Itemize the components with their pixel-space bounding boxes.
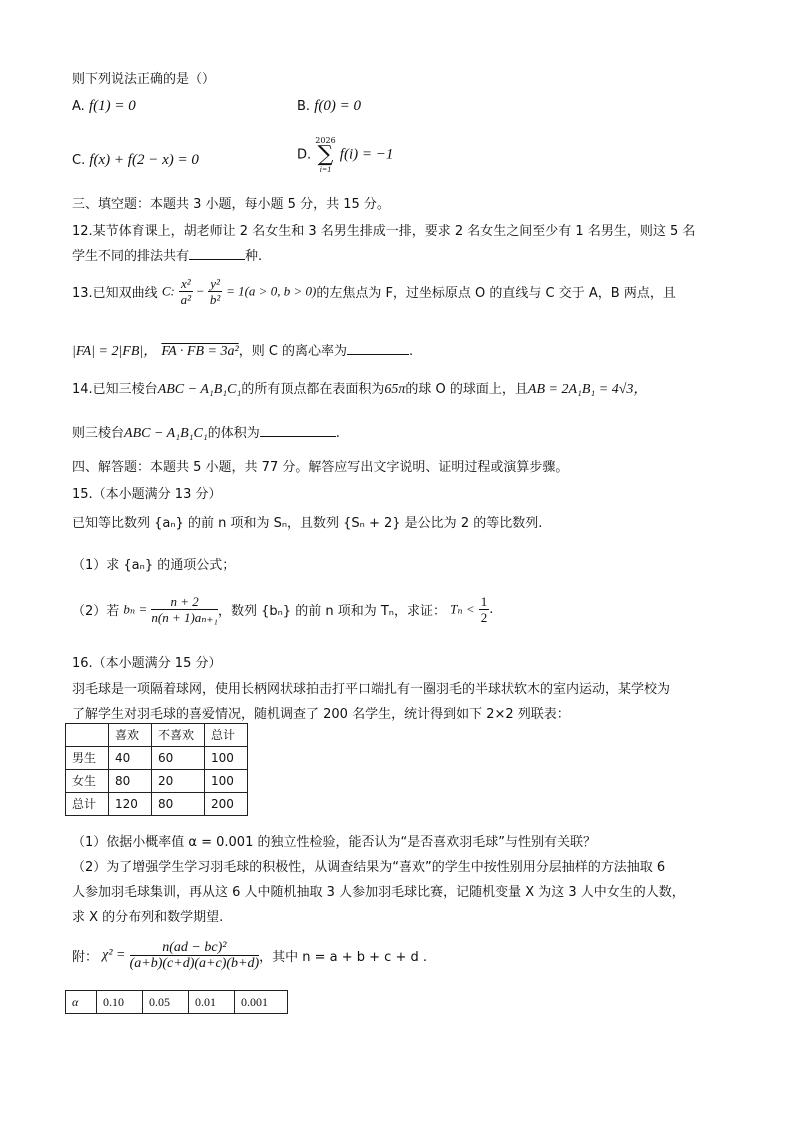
vector-dot-product: FA · FB = 3a² bbox=[161, 344, 239, 359]
frac-denominator: (a+b)(c+d)(a+c)(b+d) bbox=[129, 956, 260, 971]
summation bbox=[315, 136, 335, 174]
option-c bbox=[72, 152, 199, 169]
frustum-name: ABC − A₁B₁C₁ bbox=[124, 426, 208, 441]
table-row bbox=[66, 991, 288, 1014]
frac-denominator: 2 bbox=[480, 610, 488, 625]
q14-line2-mid: 的体积为 bbox=[207, 426, 260, 441]
table-cell: 60 bbox=[152, 747, 205, 770]
fraction-x2-a2 bbox=[179, 276, 193, 307]
table-cell: 0.05 bbox=[143, 991, 189, 1014]
option-d-letter: D. bbox=[297, 147, 312, 163]
frac-denominator: n(n + 1)aₙ₊₁ bbox=[151, 610, 218, 625]
option-d-expr: f(i) = −1 bbox=[339, 146, 394, 163]
q15-part2-prefix: （2）若 bbox=[72, 604, 120, 619]
option-a bbox=[72, 98, 136, 115]
minus-sign: − bbox=[196, 283, 205, 299]
section-3-title: 三、填空题：本题共 3 小题，每小题 5 分，共 15 分。 bbox=[72, 197, 390, 212]
table-cell: 100 bbox=[205, 747, 248, 770]
frac-numerator: n(ad − bc)² bbox=[130, 940, 260, 956]
table-cell: 20 bbox=[152, 770, 205, 793]
option-c-letter: C. bbox=[72, 153, 86, 168]
table-cell: 总计 bbox=[205, 724, 248, 747]
q14-mid: 的所有顶点都在表面积为 bbox=[241, 382, 385, 397]
q12-line1: 12.某节体育课上，胡老师让 2 名女生和 3 名男生排成一排，要求 2 名女生之间至少有 1 名男生，则这 5 名 bbox=[72, 224, 696, 239]
appendix-suffix: ，其中 n = a + b + c + d . bbox=[259, 950, 428, 965]
q13-line1-rest: 的左焦点为 F，过坐标原点 O 的直线与 C 交于 A，B 两点，且 bbox=[316, 286, 676, 301]
table-cell: 不喜欢 bbox=[152, 724, 205, 747]
q16-part2-line3: 求 X 的分布列和数学期望. bbox=[72, 910, 224, 925]
q14-line2-end: . bbox=[335, 426, 340, 441]
q15-part2-end: . bbox=[489, 602, 494, 617]
table-cell: 0.10 bbox=[97, 991, 143, 1014]
q12-line2 bbox=[72, 245, 262, 264]
question-intro: 则下列说法正确的是（） bbox=[72, 72, 216, 87]
table-cell: 120 bbox=[109, 793, 152, 816]
answer-blank bbox=[260, 424, 336, 437]
q16-line1: 羽毛球是一项隔着球网，使用长柄网状球拍击打平口端扎有一圈羽毛的半球状软木的室内运动，某学校为 bbox=[72, 682, 671, 697]
q14-mid2: 的球 O 的球面上，且 bbox=[405, 382, 528, 397]
sum-lower-limit: i=1 bbox=[319, 165, 332, 174]
hyperbola-condition: = 1(a > 0, b > 0) bbox=[226, 283, 317, 299]
q14-prefix: 14.已知三棱台 bbox=[72, 382, 158, 397]
frustum-name: ABC − A₁B₁C₁ bbox=[157, 382, 242, 397]
option-b-expr: f(0) = 0 bbox=[314, 98, 361, 114]
table-cell: α bbox=[66, 991, 97, 1014]
q16-part1: （1）依据小概率值 α = 0.001 的独立性检验，能否认为“是否喜欢羽毛球”与性别有关联？ bbox=[72, 835, 596, 850]
q15-part1: （1）求 {aₙ} 的通项公式； bbox=[72, 558, 236, 573]
q15-stem: 已知等比数列 {aₙ} 的前 n 项和为 Sₙ，且数列 {Sₙ + 2} 是公比为 2 的等比数列. bbox=[72, 516, 543, 531]
sphere-area: 65π bbox=[384, 382, 406, 397]
q12-line2-suffix: 种. bbox=[245, 249, 263, 264]
frac-numerator: n + 2 bbox=[151, 594, 218, 610]
frac-numerator: y² bbox=[210, 276, 220, 291]
hyperbola-name: C: bbox=[161, 283, 175, 299]
q13-line2-end: . bbox=[409, 344, 414, 359]
table-row bbox=[66, 747, 248, 770]
option-b-letter: B. bbox=[297, 99, 311, 114]
table-header-row bbox=[66, 724, 248, 747]
option-c-expr: f(x) + f(2 − x) = 0 bbox=[89, 152, 199, 168]
appendix-prefix: 附： bbox=[72, 950, 99, 965]
q16-line2: 了解学生对羽毛球的喜爱情况，随机调查了 200 名学生，统计得到如下 2×2 列联表： bbox=[72, 707, 570, 722]
q13-line2-mid: ，则 C 的离心率为 bbox=[238, 344, 348, 359]
table-cell: 0.01 bbox=[189, 991, 235, 1014]
option-a-letter: A. bbox=[72, 99, 85, 114]
q16-header: 16.（本小题满分 15 分） bbox=[72, 656, 222, 671]
option-b bbox=[297, 98, 361, 115]
option-a-expr: f(1) = 0 bbox=[88, 98, 136, 114]
chi-square-fraction bbox=[130, 940, 260, 971]
answer-blank bbox=[189, 247, 245, 260]
alpha-table bbox=[65, 990, 288, 1014]
bn-fraction bbox=[151, 594, 218, 625]
table-cell: 200 bbox=[205, 793, 248, 816]
q13-line2 bbox=[72, 340, 413, 360]
option-d bbox=[297, 136, 393, 174]
chi-square-label: χ² = bbox=[102, 947, 126, 963]
table-cell: 总计 bbox=[66, 793, 109, 816]
contingency-table bbox=[65, 723, 248, 816]
table-cell: 80 bbox=[152, 793, 205, 816]
answer-blank bbox=[347, 342, 409, 355]
focal-ratio: |FA| = 2|FB|， bbox=[72, 344, 158, 359]
edge-equation: AB = 2A₁B₁ = 4√3， bbox=[527, 382, 648, 397]
table-row bbox=[66, 770, 248, 793]
frac-numerator: 1 bbox=[480, 594, 488, 609]
q14-line2-prefix: 则三棱台 bbox=[72, 426, 125, 441]
q15-header: 15.（本小题满分 13 分） bbox=[72, 487, 222, 502]
q15-part2 bbox=[72, 594, 493, 625]
q14-line1 bbox=[72, 378, 647, 398]
q12-line2-prefix: 学生不同的排法共有 bbox=[72, 249, 190, 264]
fraction-y2-b2 bbox=[208, 276, 222, 307]
q13-prefix: 13.已知双曲线 bbox=[72, 286, 158, 301]
appendix-formula bbox=[72, 940, 427, 971]
q16-part2-line2: 人参加羽毛球集训，再从这 6 人中随机抽取 3 人参加羽毛球比赛，记随机变量 X 为这 3 人中女生的人数， bbox=[72, 885, 685, 900]
tn-inequality: Tₙ < bbox=[450, 601, 475, 617]
table-cell: 男生 bbox=[66, 747, 109, 770]
table-cell bbox=[66, 724, 109, 747]
table-cell: 喜欢 bbox=[109, 724, 152, 747]
table-cell: 女生 bbox=[66, 770, 109, 793]
frac-numerator: x² bbox=[180, 276, 191, 291]
sigma-icon: ∑ bbox=[317, 142, 334, 167]
q16-part2-line1: （2）为了增强学生学习羽毛球的积极性，从调查结果为“喜欢”的学生中按性别用分层抽样的方法抽取 6 bbox=[72, 860, 666, 875]
sum-upper-limit: 2026 bbox=[315, 136, 336, 145]
q14-line2 bbox=[72, 422, 340, 442]
table-cell: 40 bbox=[109, 747, 152, 770]
frac-denominator: b² bbox=[209, 292, 221, 307]
q15-part2-mid: ，数列 {bₙ} 的前 n 项和为 Tₙ，求证： bbox=[217, 604, 446, 619]
q13-line1 bbox=[72, 276, 676, 307]
bn-label: bₙ = bbox=[123, 601, 148, 617]
section-4-title: 四、解答题：本题共 5 小题，共 77 分。解答应写出文字说明、证明过程或演算步骤。 bbox=[72, 460, 569, 475]
table-cell: 80 bbox=[109, 770, 152, 793]
frac-denominator: a² bbox=[180, 292, 191, 307]
table-row bbox=[66, 793, 248, 816]
half-fraction bbox=[479, 594, 490, 625]
table-cell: 0.001 bbox=[235, 991, 288, 1014]
table-cell: 100 bbox=[205, 770, 248, 793]
